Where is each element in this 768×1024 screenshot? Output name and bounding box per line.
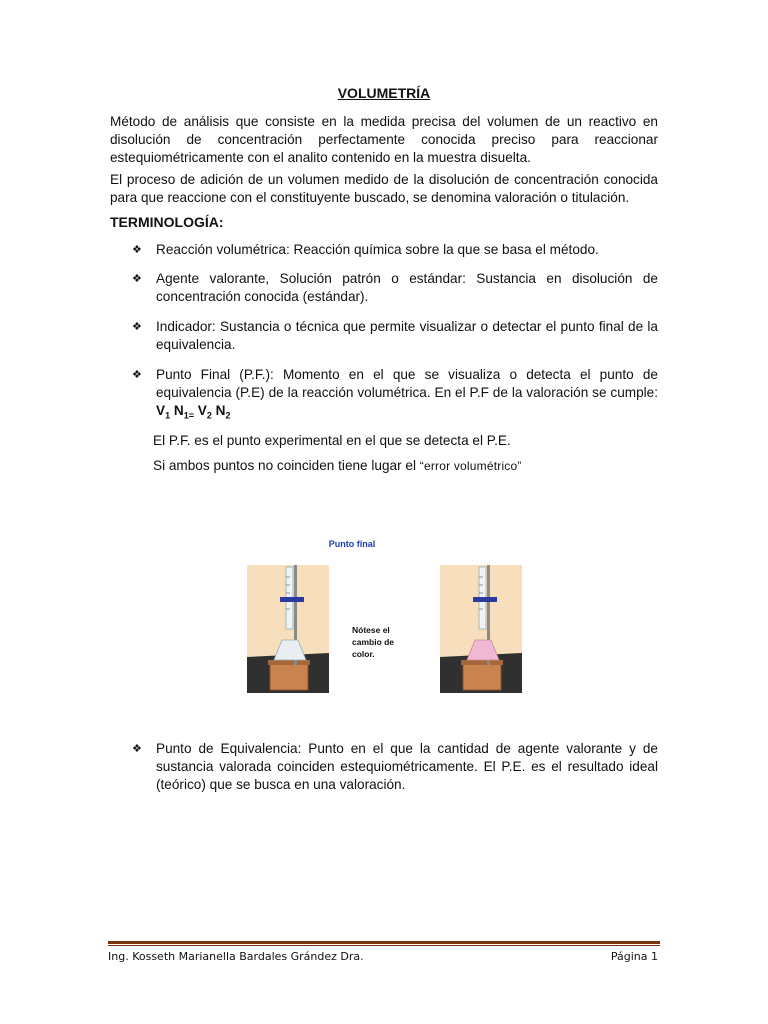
list-item-text: Punto Final (P.F.): Momento en el que se visualiza o detecta el punto de equivalencia (P.E) de la reacción volumétrica. En el P.F de la valoración se cumple: <box>156 367 658 400</box>
figure-title: Punto final <box>328 539 376 549</box>
diamond-bullet-icon: ❖ <box>132 244 142 256</box>
footer-divider-thin <box>108 945 660 946</box>
second-paragraph: El proceso de adición de un volumen medido de la disolución de concentración conocida para que reaccione con el constituyente buscado, se denomina valoración o titulación. <box>110 172 658 205</box>
list-item <box>132 740 658 794</box>
diamond-bullet-icon: ❖ <box>132 321 142 333</box>
terminology-heading: TERMINOLOGÍA: <box>110 214 224 230</box>
list-item-text: Agente valorante, Solución patrón o estándar: Sustancia en disolución de concentración conocida (estándar). <box>156 271 658 304</box>
diamond-bullet-icon: ❖ <box>132 273 142 285</box>
error-term: “error volumétrico” <box>419 459 522 473</box>
burette-illustration <box>222 527 548 697</box>
titration-figure <box>222 527 548 697</box>
list-item-text: Punto de Equivalencia: Punto en el que la cantidad de agente valorante y de sustancia valorada coinciden estequiométricamente. El P.E. es el resultado ideal (teórico) que se busca en una valoración. <box>156 741 658 792</box>
intro-paragraph: Método de análisis que consiste en la medida precisa del volumen de un reactivo en disolución de concentración perfectamente conocida preciso para reaccionar estequiométricamente con el analito contenido en la muestra disuelta. <box>110 114 658 165</box>
footer-page-number: Página 1 <box>610 950 658 963</box>
list-item <box>132 318 658 354</box>
list-item-text: Indicador: Sustancia o técnica que permite visualizar o detectar el punto final de la equivalencia. <box>156 319 658 352</box>
note-volumetric-error: Si ambos puntos no coinciden tiene lugar el “error volumétrico” <box>153 458 522 473</box>
list-item <box>132 270 658 306</box>
footer-author: Ing. Kosseth Marianella Bardales Grández Dra. <box>108 950 364 963</box>
page-title: VOLUMETRÍA <box>337 85 431 101</box>
footer-divider <box>108 941 660 944</box>
list-item <box>132 366 658 425</box>
list-item <box>132 241 658 259</box>
diamond-bullet-icon: ❖ <box>132 369 142 381</box>
diamond-bullet-icon: ❖ <box>132 743 142 755</box>
titration-formula: $V_1$ $N_{1=}$ $V_2$ $N_2$ <box>156 403 231 421</box>
figure-note: Nótese el cambio de color. <box>352 625 395 659</box>
list-item-text: Reacción volumétrica: Reacción química sobre la que se basa el método. <box>156 242 599 257</box>
note-experimental-point: El P.F. es el punto experimental en el que se detecta el P.E. <box>153 433 511 448</box>
